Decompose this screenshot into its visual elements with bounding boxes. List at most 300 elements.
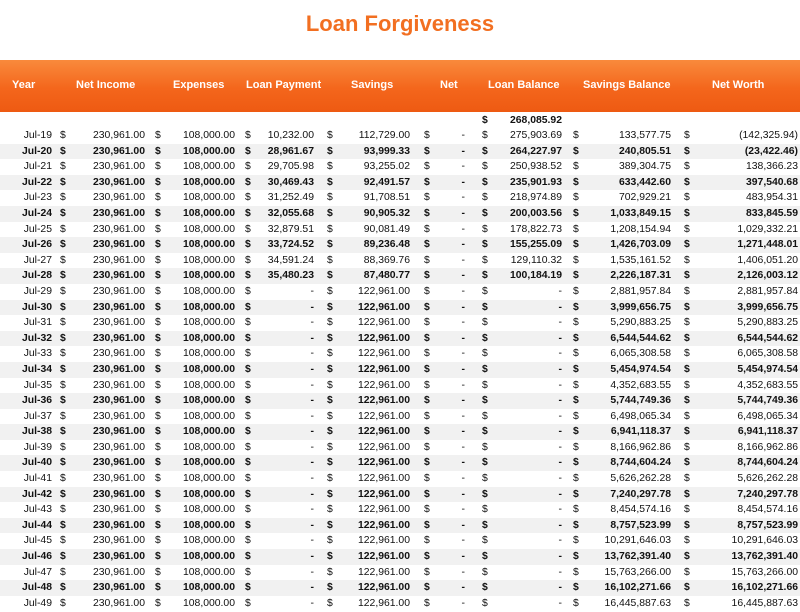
currency-symbol: $ <box>573 395 579 407</box>
table-row <box>0 518 800 534</box>
table-row <box>0 175 800 191</box>
currency-symbol: $ <box>327 207 333 219</box>
cell-net: - <box>461 301 465 313</box>
currency-symbol: $ <box>155 551 161 563</box>
currency-symbol: $ <box>60 332 66 344</box>
table-row <box>0 393 800 409</box>
currency-symbol: $ <box>155 410 161 422</box>
currency-symbol: $ <box>155 270 161 282</box>
cell-loan-payment: - <box>310 301 314 313</box>
currency-symbol: $ <box>424 207 430 219</box>
cell-loan-balance: - <box>558 535 562 547</box>
currency-symbol: $ <box>60 317 66 329</box>
cell-loan-balance: 264,227.97 <box>509 145 562 157</box>
cell-loan-balance: - <box>558 285 562 297</box>
table-row <box>0 190 800 206</box>
cell-expenses: 108,000.00 <box>182 285 235 297</box>
cell-net: - <box>461 426 465 438</box>
cell-net: - <box>461 457 465 469</box>
currency-symbol: $ <box>327 457 333 469</box>
cell-savings-balance: 1,535,161.52 <box>610 254 671 266</box>
cell-net: - <box>461 504 465 516</box>
cell-expenses: 108,000.00 <box>182 192 235 204</box>
currency-symbol: $ <box>573 239 579 251</box>
cell-savings: 122,961.00 <box>357 410 410 422</box>
currency-symbol: $ <box>327 566 333 578</box>
cell-net-worth: 1,271,448.01 <box>737 239 798 251</box>
currency-symbol: $ <box>684 504 690 516</box>
currency-symbol: $ <box>155 597 161 609</box>
cell-expenses: 108,000.00 <box>182 535 235 547</box>
cell-year: Jul-47 <box>23 566 52 578</box>
cell-loan-balance: - <box>558 473 562 485</box>
cell-expenses: 108,000.00 <box>182 426 235 438</box>
cell-savings: 93,255.02 <box>363 161 410 173</box>
currency-symbol: $ <box>482 363 488 375</box>
cell-savings: 91,708.51 <box>363 192 410 204</box>
currency-symbol: $ <box>684 597 690 609</box>
currency-symbol: $ <box>245 332 251 344</box>
cell-loan-balance: - <box>558 410 562 422</box>
currency-symbol: $ <box>155 348 161 360</box>
cell-savings-balance: 1,033,849.15 <box>610 207 671 219</box>
cell-savings: 122,961.00 <box>357 348 410 360</box>
cell-loan-payment: 32,055.68 <box>267 207 314 219</box>
currency-symbol: $ <box>573 519 579 531</box>
currency-symbol: $ <box>245 488 251 500</box>
currency-symbol: $ <box>155 285 161 297</box>
cell-expenses: 108,000.00 <box>182 395 235 407</box>
currency-symbol: $ <box>573 426 579 438</box>
currency-symbol: $ <box>573 348 579 360</box>
cell-net: - <box>461 239 465 251</box>
currency-symbol: $ <box>327 582 333 594</box>
currency-symbol: $ <box>245 239 251 251</box>
currency-symbol: $ <box>573 457 579 469</box>
header-loan-balance: Loan Balance <box>488 79 560 91</box>
currency-symbol: $ <box>245 348 251 360</box>
currency-symbol: $ <box>155 582 161 594</box>
currency-symbol: $ <box>245 301 251 313</box>
cell-net-worth: 8,166,962.86 <box>737 441 798 453</box>
cell-net-worth: (23,422.46) <box>744 145 798 157</box>
currency-symbol: $ <box>424 363 430 375</box>
cell-savings-balance: 702,929.21 <box>618 192 671 204</box>
cell-net: - <box>461 519 465 531</box>
cell-savings: 90,081.49 <box>363 223 410 235</box>
cell-loan-payment: - <box>310 317 314 329</box>
cell-net-income: 230,961.00 <box>92 285 145 297</box>
currency-symbol: $ <box>424 504 430 516</box>
header-savings: Savings <box>351 79 394 91</box>
currency-symbol: $ <box>245 473 251 485</box>
currency-symbol: $ <box>482 207 488 219</box>
currency-symbol: $ <box>573 504 579 516</box>
table-row <box>0 580 800 596</box>
cell-loan-balance: - <box>558 582 562 594</box>
cell-savings: 122,961.00 <box>357 535 410 547</box>
currency-symbol: $ <box>684 239 690 251</box>
currency-symbol: $ <box>245 535 251 547</box>
cell-net-worth: 5,290,883.25 <box>737 317 798 329</box>
currency-symbol: $ <box>155 317 161 329</box>
currency-symbol: $ <box>684 317 690 329</box>
table-row <box>0 424 800 440</box>
currency-symbol: $ <box>684 395 690 407</box>
cell-savings: 122,961.00 <box>357 317 410 329</box>
cell-expenses: 108,000.00 <box>182 582 235 594</box>
currency-symbol: $ <box>245 504 251 516</box>
currency-symbol: $ <box>424 566 430 578</box>
currency-symbol: $ <box>60 207 66 219</box>
cell-net-income: 230,961.00 <box>92 207 145 219</box>
header-net-income: Net Income <box>76 79 136 91</box>
cell-expenses: 108,000.00 <box>182 551 235 563</box>
currency-symbol: $ <box>482 130 488 141</box>
cell-net: - <box>461 332 465 344</box>
table-row <box>0 300 800 316</box>
cell-net-worth: 397,540.68 <box>745 176 798 188</box>
table-row <box>0 409 800 425</box>
currency-symbol: $ <box>245 130 251 141</box>
currency-symbol: $ <box>60 488 66 500</box>
cell-loan-balance: - <box>558 348 562 360</box>
currency-symbol: $ <box>573 582 579 594</box>
currency-symbol: $ <box>573 301 579 313</box>
currency-symbol: $ <box>60 145 66 157</box>
currency-symbol: $ <box>573 488 579 500</box>
cell-savings: 87,480.77 <box>363 270 410 282</box>
currency-symbol: $ <box>327 239 333 251</box>
cell-loan-balance: 235,901.93 <box>509 176 562 188</box>
cell-savings-balance: 8,744,604.24 <box>610 457 671 469</box>
cell-expenses: 108,000.00 <box>182 332 235 344</box>
currency-symbol: $ <box>684 145 690 157</box>
currency-symbol: $ <box>245 582 251 594</box>
cell-expenses: 108,000.00 <box>182 317 235 329</box>
currency-symbol: $ <box>684 488 690 500</box>
currency-symbol: $ <box>684 130 690 141</box>
cell-savings-balance: 13,762,391.40 <box>604 551 671 563</box>
cell-loan-payment: - <box>310 410 314 422</box>
currency-symbol: $ <box>60 519 66 531</box>
currency-symbol: $ <box>482 270 488 282</box>
cell-savings: 122,961.00 <box>357 566 410 578</box>
currency-symbol: $ <box>573 145 579 157</box>
currency-symbol: $ <box>482 348 488 360</box>
cell-net-worth: 1,029,332.21 <box>737 223 798 235</box>
currency-symbol: $ <box>482 551 488 563</box>
cell-savings-balance: 5,744,749.36 <box>610 395 671 407</box>
table-row <box>0 533 800 549</box>
page-title: Loan Forgiveness <box>305 11 495 36</box>
currency-symbol: $ <box>245 270 251 282</box>
currency-symbol: $ <box>573 566 579 578</box>
cell-year: Jul-34 <box>21 363 52 375</box>
currency-symbol: $ <box>60 348 66 360</box>
currency-symbol: $ <box>482 379 488 391</box>
cell-year: Jul-41 <box>23 473 52 485</box>
cell-net-income: 230,961.00 <box>92 597 145 609</box>
cell-loan-payment: - <box>310 332 314 344</box>
cell-year: Jul-20 <box>21 145 52 157</box>
cell-loan-payment: - <box>310 457 314 469</box>
initial-balance-row <box>0 112 800 128</box>
cell-year: Jul-32 <box>21 332 52 344</box>
currency-symbol: $ <box>327 535 333 547</box>
currency-symbol: $ <box>573 176 579 188</box>
cell-net: - <box>461 488 465 500</box>
currency-symbol: $ <box>482 519 488 531</box>
cell-savings-balance: 2,881,957.84 <box>610 285 671 297</box>
table-row <box>0 268 800 284</box>
cell-loan-balance: - <box>558 566 562 578</box>
currency-symbol: $ <box>482 410 488 422</box>
cell-net-worth: 16,445,887.63 <box>731 597 798 609</box>
currency-symbol: $ <box>482 317 488 329</box>
currency-symbol: $ <box>573 317 579 329</box>
currency-symbol: $ <box>60 504 66 516</box>
header-expenses: Expenses <box>173 79 225 91</box>
currency-symbol: $ <box>327 488 333 500</box>
cell-savings-balance: 8,454,574.16 <box>610 504 671 516</box>
cell-net-income: 230,961.00 <box>92 223 145 235</box>
currency-symbol: $ <box>424 270 430 282</box>
currency-symbol: $ <box>245 176 251 188</box>
currency-symbol: $ <box>60 410 66 422</box>
cell-savings-balance: 5,454,974.54 <box>610 363 671 375</box>
currency-symbol: $ <box>155 441 161 453</box>
table-row <box>0 596 800 612</box>
cell-year: Jul-45 <box>23 535 52 547</box>
cell-loan-payment: 34,591.24 <box>267 254 314 266</box>
table-row <box>0 362 800 378</box>
currency-symbol: $ <box>245 317 251 329</box>
cell-expenses: 108,000.00 <box>182 239 235 251</box>
currency-symbol: $ <box>60 395 66 407</box>
table-row <box>0 565 800 581</box>
cell-expenses: 108,000.00 <box>182 270 235 282</box>
currency-symbol: $ <box>155 223 161 235</box>
cell-expenses: 108,000.00 <box>182 519 235 531</box>
cell-net: - <box>461 363 465 375</box>
table-row <box>0 471 800 487</box>
currency-symbol: $ <box>327 473 333 485</box>
cell-year: Jul-30 <box>21 301 52 313</box>
cell-expenses: 108,000.00 <box>182 441 235 453</box>
cell-savings-balance: 16,102,271.66 <box>604 582 671 594</box>
cell-expenses: 108,000.00 <box>182 566 235 578</box>
currency-symbol: $ <box>245 379 251 391</box>
currency-symbol: $ <box>482 535 488 547</box>
cell-savings: 122,961.00 <box>357 285 410 297</box>
currency-symbol: $ <box>155 504 161 516</box>
currency-symbol: $ <box>60 192 66 204</box>
cell-savings: 93,999.33 <box>363 145 410 157</box>
cell-loan-payment: - <box>310 395 314 407</box>
cell-loan-payment: - <box>310 551 314 563</box>
cell-net-worth: 2,881,957.84 <box>737 285 798 297</box>
cell-loan-balance: - <box>558 332 562 344</box>
table-row <box>0 284 800 300</box>
currency-symbol: $ <box>245 145 251 157</box>
cell-savings: 122,961.00 <box>357 395 410 407</box>
cell-savings-balance: 133,577.75 <box>618 130 671 141</box>
currency-symbol: $ <box>60 566 66 578</box>
cell-savings: 122,961.00 <box>357 457 410 469</box>
currency-symbol: $ <box>60 254 66 266</box>
currency-symbol: $ <box>684 254 690 266</box>
cell-year: Jul-46 <box>21 551 52 563</box>
cell-loan-balance: - <box>558 597 562 609</box>
currency-symbol: $ <box>155 426 161 438</box>
currency-symbol: $ <box>482 504 488 516</box>
cell-loan-payment: 35,480.23 <box>267 270 314 282</box>
currency-symbol: $ <box>60 239 66 251</box>
currency-symbol: $ <box>684 473 690 485</box>
currency-symbol: $ <box>327 379 333 391</box>
cell-net-income: 230,961.00 <box>92 332 145 344</box>
cell-savings: 122,961.00 <box>357 441 410 453</box>
cell-savings-balance: 7,240,297.78 <box>610 488 671 500</box>
cell-loan-balance: - <box>558 379 562 391</box>
cell-year: Jul-23 <box>23 192 52 204</box>
currency-symbol: $ <box>245 285 251 297</box>
currency-symbol: $ <box>424 582 430 594</box>
cell-savings-balance: 8,166,962.86 <box>610 441 671 453</box>
currency-symbol: $ <box>155 207 161 219</box>
currency-symbol: $ <box>327 363 333 375</box>
cell-year: Jul-36 <box>21 395 52 407</box>
cell-loan-balance: - <box>558 395 562 407</box>
cell-expenses: 108,000.00 <box>182 473 235 485</box>
currency-symbol: $ <box>60 161 66 173</box>
cell-year: Jul-39 <box>23 441 52 453</box>
currency-symbol: $ <box>684 301 690 313</box>
header-net-worth: Net Worth <box>712 79 765 91</box>
currency-symbol: $ <box>482 426 488 438</box>
cell-net-income: 230,961.00 <box>92 473 145 485</box>
cell-savings-balance: 6,498,065.34 <box>610 410 671 422</box>
currency-symbol: $ <box>245 457 251 469</box>
cell-year: Jul-35 <box>23 379 52 391</box>
cell-savings-balance: 8,757,523.99 <box>610 519 671 531</box>
currency-symbol: $ <box>424 285 430 297</box>
currency-symbol: $ <box>155 566 161 578</box>
currency-symbol: $ <box>424 192 430 204</box>
currency-symbol: $ <box>327 270 333 282</box>
table-row <box>0 253 800 269</box>
currency-symbol: $ <box>573 130 579 141</box>
cell-savings-balance: 1,426,703.09 <box>610 239 671 251</box>
cell-net-income: 230,961.00 <box>92 535 145 547</box>
cell-savings: 122,961.00 <box>357 597 410 609</box>
currency-symbol: $ <box>573 379 579 391</box>
currency-symbol: $ <box>155 332 161 344</box>
cell-savings-balance: 4,352,683.55 <box>610 379 671 391</box>
currency-symbol: $ <box>424 519 430 531</box>
cell-savings-balance: 5,626,262.28 <box>610 473 671 485</box>
cell-loan-balance: 250,938.52 <box>509 161 562 173</box>
currency-symbol: $ <box>424 457 430 469</box>
cell-loan-balance: - <box>558 504 562 516</box>
cell-net-income: 230,961.00 <box>92 566 145 578</box>
currency-symbol: $ <box>327 332 333 344</box>
cell-net: - <box>461 223 465 235</box>
cell-net-worth: 13,762,391.40 <box>731 551 798 563</box>
cell-net-worth: 8,757,523.99 <box>737 519 798 531</box>
cell-loan-payment: 29,705.98 <box>267 161 314 173</box>
cell-net-worth: 5,454,974.54 <box>737 363 798 375</box>
cell-savings-balance: 6,065,308.58 <box>610 348 671 360</box>
currency-symbol: $ <box>684 441 690 453</box>
currency-symbol: $ <box>573 363 579 375</box>
cell-loan-balance: 200,003.56 <box>509 207 562 219</box>
cell-net-income: 230,961.00 <box>92 426 145 438</box>
currency-symbol: $ <box>424 348 430 360</box>
cell-net-income: 230,961.00 <box>92 317 145 329</box>
cell-savings: 122,961.00 <box>357 582 410 594</box>
cell-loan-payment: - <box>310 488 314 500</box>
cell-year: Jul-33 <box>23 348 52 360</box>
cell-expenses: 108,000.00 <box>182 363 235 375</box>
cell-net-income: 230,961.00 <box>92 441 145 453</box>
cell-net: - <box>461 161 465 173</box>
cell-expenses: 108,000.00 <box>182 130 235 141</box>
cell-net-worth: 138,366.23 <box>745 161 798 173</box>
cell-loan-balance: - <box>558 441 562 453</box>
cell-year: Jul-26 <box>21 239 52 251</box>
cell-net: - <box>461 270 465 282</box>
currency-symbol: $ <box>684 566 690 578</box>
currency-symbol: $ <box>245 363 251 375</box>
currency-symbol: $ <box>245 207 251 219</box>
cell-savings: 92,491.57 <box>363 176 410 188</box>
cell-net-income: 230,961.00 <box>92 379 145 391</box>
currency-symbol: $ <box>327 285 333 297</box>
currency-symbol: $ <box>327 504 333 516</box>
cell-year: Jul-25 <box>23 223 52 235</box>
cell-net: - <box>461 551 465 563</box>
cell-net-worth: 6,544,544.62 <box>737 332 798 344</box>
cell-year: Jul-19 <box>23 130 52 141</box>
currency-symbol: $ <box>155 363 161 375</box>
cell-loan-balance: - <box>558 301 562 313</box>
currency-symbol: $ <box>245 597 251 609</box>
currency-symbol: $ <box>424 301 430 313</box>
currency-symbol: $ <box>424 551 430 563</box>
currency-symbol: $ <box>424 176 430 188</box>
currency-symbol: $ <box>482 192 488 204</box>
currency-symbol: $ <box>60 270 66 282</box>
currency-symbol: $ <box>245 551 251 563</box>
cell-savings-balance: 633,442.60 <box>618 176 671 188</box>
currency-symbol: $ <box>424 239 430 251</box>
currency-symbol: $ <box>424 488 430 500</box>
table-row <box>0 159 800 175</box>
currency-symbol: $ <box>573 551 579 563</box>
cell-loan-balance: - <box>558 363 562 375</box>
currency-symbol: $ <box>482 332 488 344</box>
currency-symbol: $ <box>155 161 161 173</box>
cell-loan-balance: 178,822.73 <box>509 223 562 235</box>
cell-loan-balance: - <box>558 519 562 531</box>
currency-symbol: $ <box>482 254 488 266</box>
currency-symbol: $ <box>327 519 333 531</box>
cell-net-income: 230,961.00 <box>92 457 145 469</box>
cell-net-worth: 4,352,683.55 <box>737 379 798 391</box>
cell-loan-balance: - <box>558 551 562 563</box>
